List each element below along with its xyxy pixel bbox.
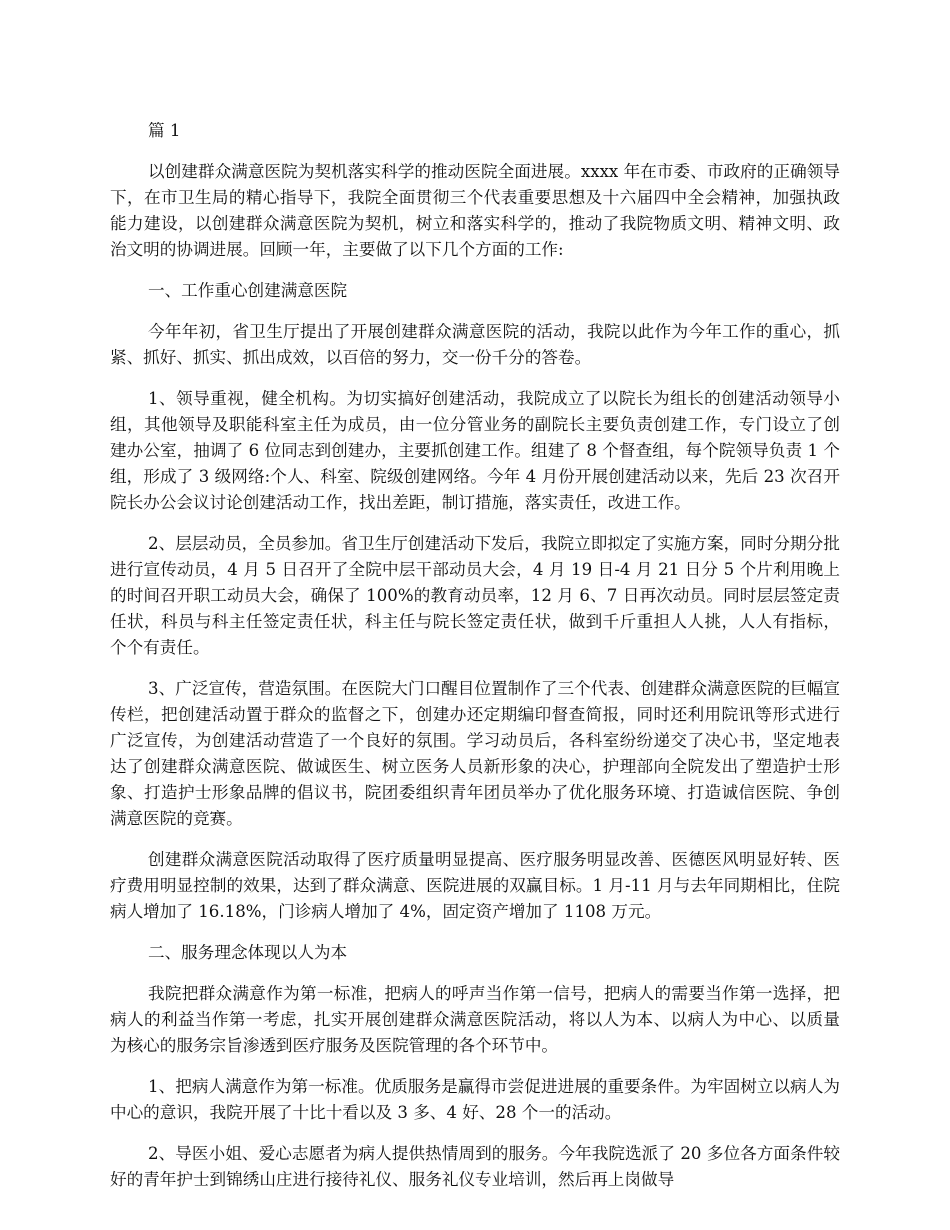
paragraph: 我院把群众满意作为第一标准，把病人的呼声当作第一信号，把病人的需要当作第一选择，把病人的利益当作第一考虑，扎实开展创建群众满意医院活动，将以人为本、以病人为中心、以质量为核心的服务宗旨渗透到医疗服务及医院管理的各个环节中。 [110, 984, 840, 1055]
section-heading-2: 二、服务理念体现以人为本 [148, 943, 348, 962]
paragraph: 创建群众满意医院活动取得了医疗质量明显提高、医疗服务明显改善、医德医风明显好转、医疗费用明显控制的效果，达到了群众满意、医院进展的双赢目标。1 月-11 月与去年同期相比，住院病人增加了 16.18%，门诊病人增加了 4%，固定资产增加了 1108 万元。 [110, 850, 840, 921]
paragraph: 2、层层动员，全员参加。省卫生厅创建活动下发后，我院立即拟定了实施方案，同时分期分批进行宣传动员，4 月 5 日召开了全院中层干部动员大会，4 月 19 日-4 月 21 日分 5 个片利用晚上的时间召开职工动员大会，确保了 100%的教育动员率，12 月 6、7 日再次动员。同时层层签定责任状，科员与科主任签定责任状，科主任与院长签定责任状，做到千斤重担人人挑，人人有指标，个个有责任。 [110, 534, 840, 657]
paragraph: 今年年初，省卫生厅提出了开展创建群众满意医院的活动，我院以此作为今年工作的重心，抓紧、抓好、抓实、抓出成效，以百倍的努力，交一份千分的答卷。 [110, 322, 840, 367]
paragraph: 1、把病人满意作为第一标准。优质服务是赢得市尝促进进展的重要条件。为牢固树立以病人为中心的意识，我院开展了十比十看以及 3 多、4 好、28 个一的活动。 [110, 1077, 840, 1122]
section-heading-1: 一、工作重心创建满意医院 [148, 281, 348, 300]
paragraph: 1、领导重视，健全机构。为切实搞好创建活动，我院成立了以院长为组长的创建活动领导小组，其他领导及职能科室主任为成员，由一位分管业务的副院长主要负责创建工作，专门设立了创建办公室，抽调了 6 位同志到创建办，主要抓创建工作。组建了 8 个督查组，每个院领导负责 1 个组，形成了 3 级网络:个人、科室、院级创建网络。今年 4 月份开展创建活动以来，先后 23 次召开院长办公会议讨论创建活动工作，找出差距，制订措施，落实责任，改进工作。 [110, 389, 840, 512]
paragraph: 2、导医小姐、爱心志愿者为病人提供热情周到的服务。今年我院选派了 20 多位各方面条件较好的青年护士到锦绣山庄进行接待礼仪、服务礼仪专业培训，然后再上岗做导 [110, 1144, 840, 1189]
document-page [110, 118, 840, 1208]
paragraph: 3、广泛宣传，营造氛围。在医院大门口醒目位置制作了三个代表、创建群众满意医院的巨幅宣传栏，把创建活动置于群众的监督之下，创建办还定期编印督查简报，同时还利用院讯等形式进行广泛宣传，为创建活动营造了一个良好的氛围。学习动员后，各科室纷纷递交了决心书，坚定地表达了创建群众满意医院、做诚医生、树立医务人员新形象的决心，护理部向全院发出了塑造护士形象、打造护士形象品牌的倡议书，院团委组织青年团员举办了优化服务环境、打造诚信医院、争创满意医院的竞赛。 [110, 679, 840, 828]
section-label: 篇 1 [148, 121, 181, 140]
intro-paragraph: 以创建群众满意医院为契机落实科学的推动医院全面进展。xxxx 年在市委、市政府的正确领导下，在市卫生局的精心指导下，我院全面贯彻三个代表重要思想及十六届四中全会精神，加强执政能力建设，以创建群众满意医院为契机，树立和落实科学的，推动了我院物质文明、精神文明、政治文明的协调进展。回顾一年，主要做了以下几个方面的工作: [110, 162, 840, 259]
